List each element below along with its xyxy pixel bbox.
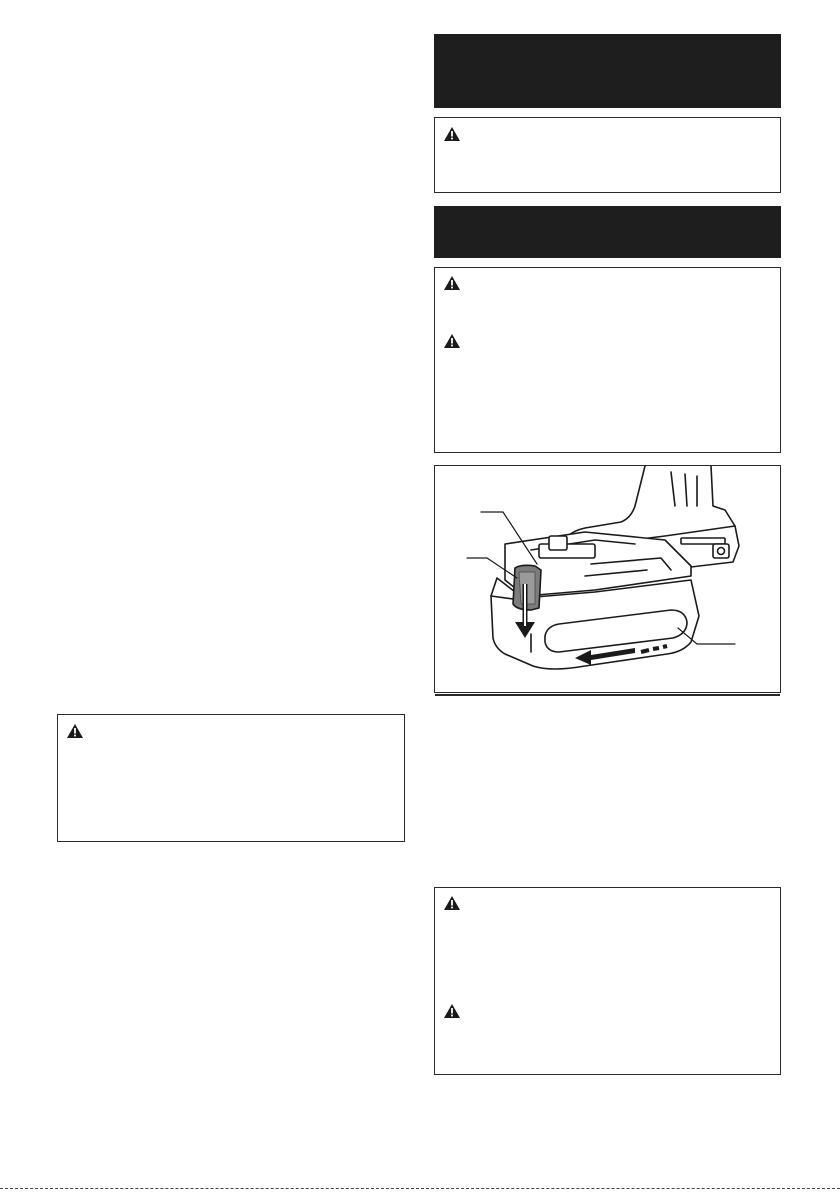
battery-removal-figure — [434, 465, 781, 693]
warning-triangle-icon — [443, 275, 461, 291]
warning-triangle-icon — [443, 126, 461, 142]
warning-box-bottom — [434, 887, 781, 1075]
warning-box-left — [57, 714, 405, 842]
page-bottom-rule — [0, 1188, 840, 1189]
figure-base-rule — [435, 694, 780, 696]
warning-box-1 — [434, 117, 781, 193]
warning-triangle-icon — [443, 895, 461, 911]
section-header-bar-middle — [434, 206, 781, 258]
warning-triangle-icon — [66, 723, 84, 739]
section-header-bar-top — [434, 34, 781, 108]
warning-triangle-icon — [443, 1003, 461, 1019]
warning-triangle-icon — [443, 333, 461, 349]
warning-box-2 — [434, 267, 781, 453]
battery-removal-illustration — [435, 466, 779, 691]
